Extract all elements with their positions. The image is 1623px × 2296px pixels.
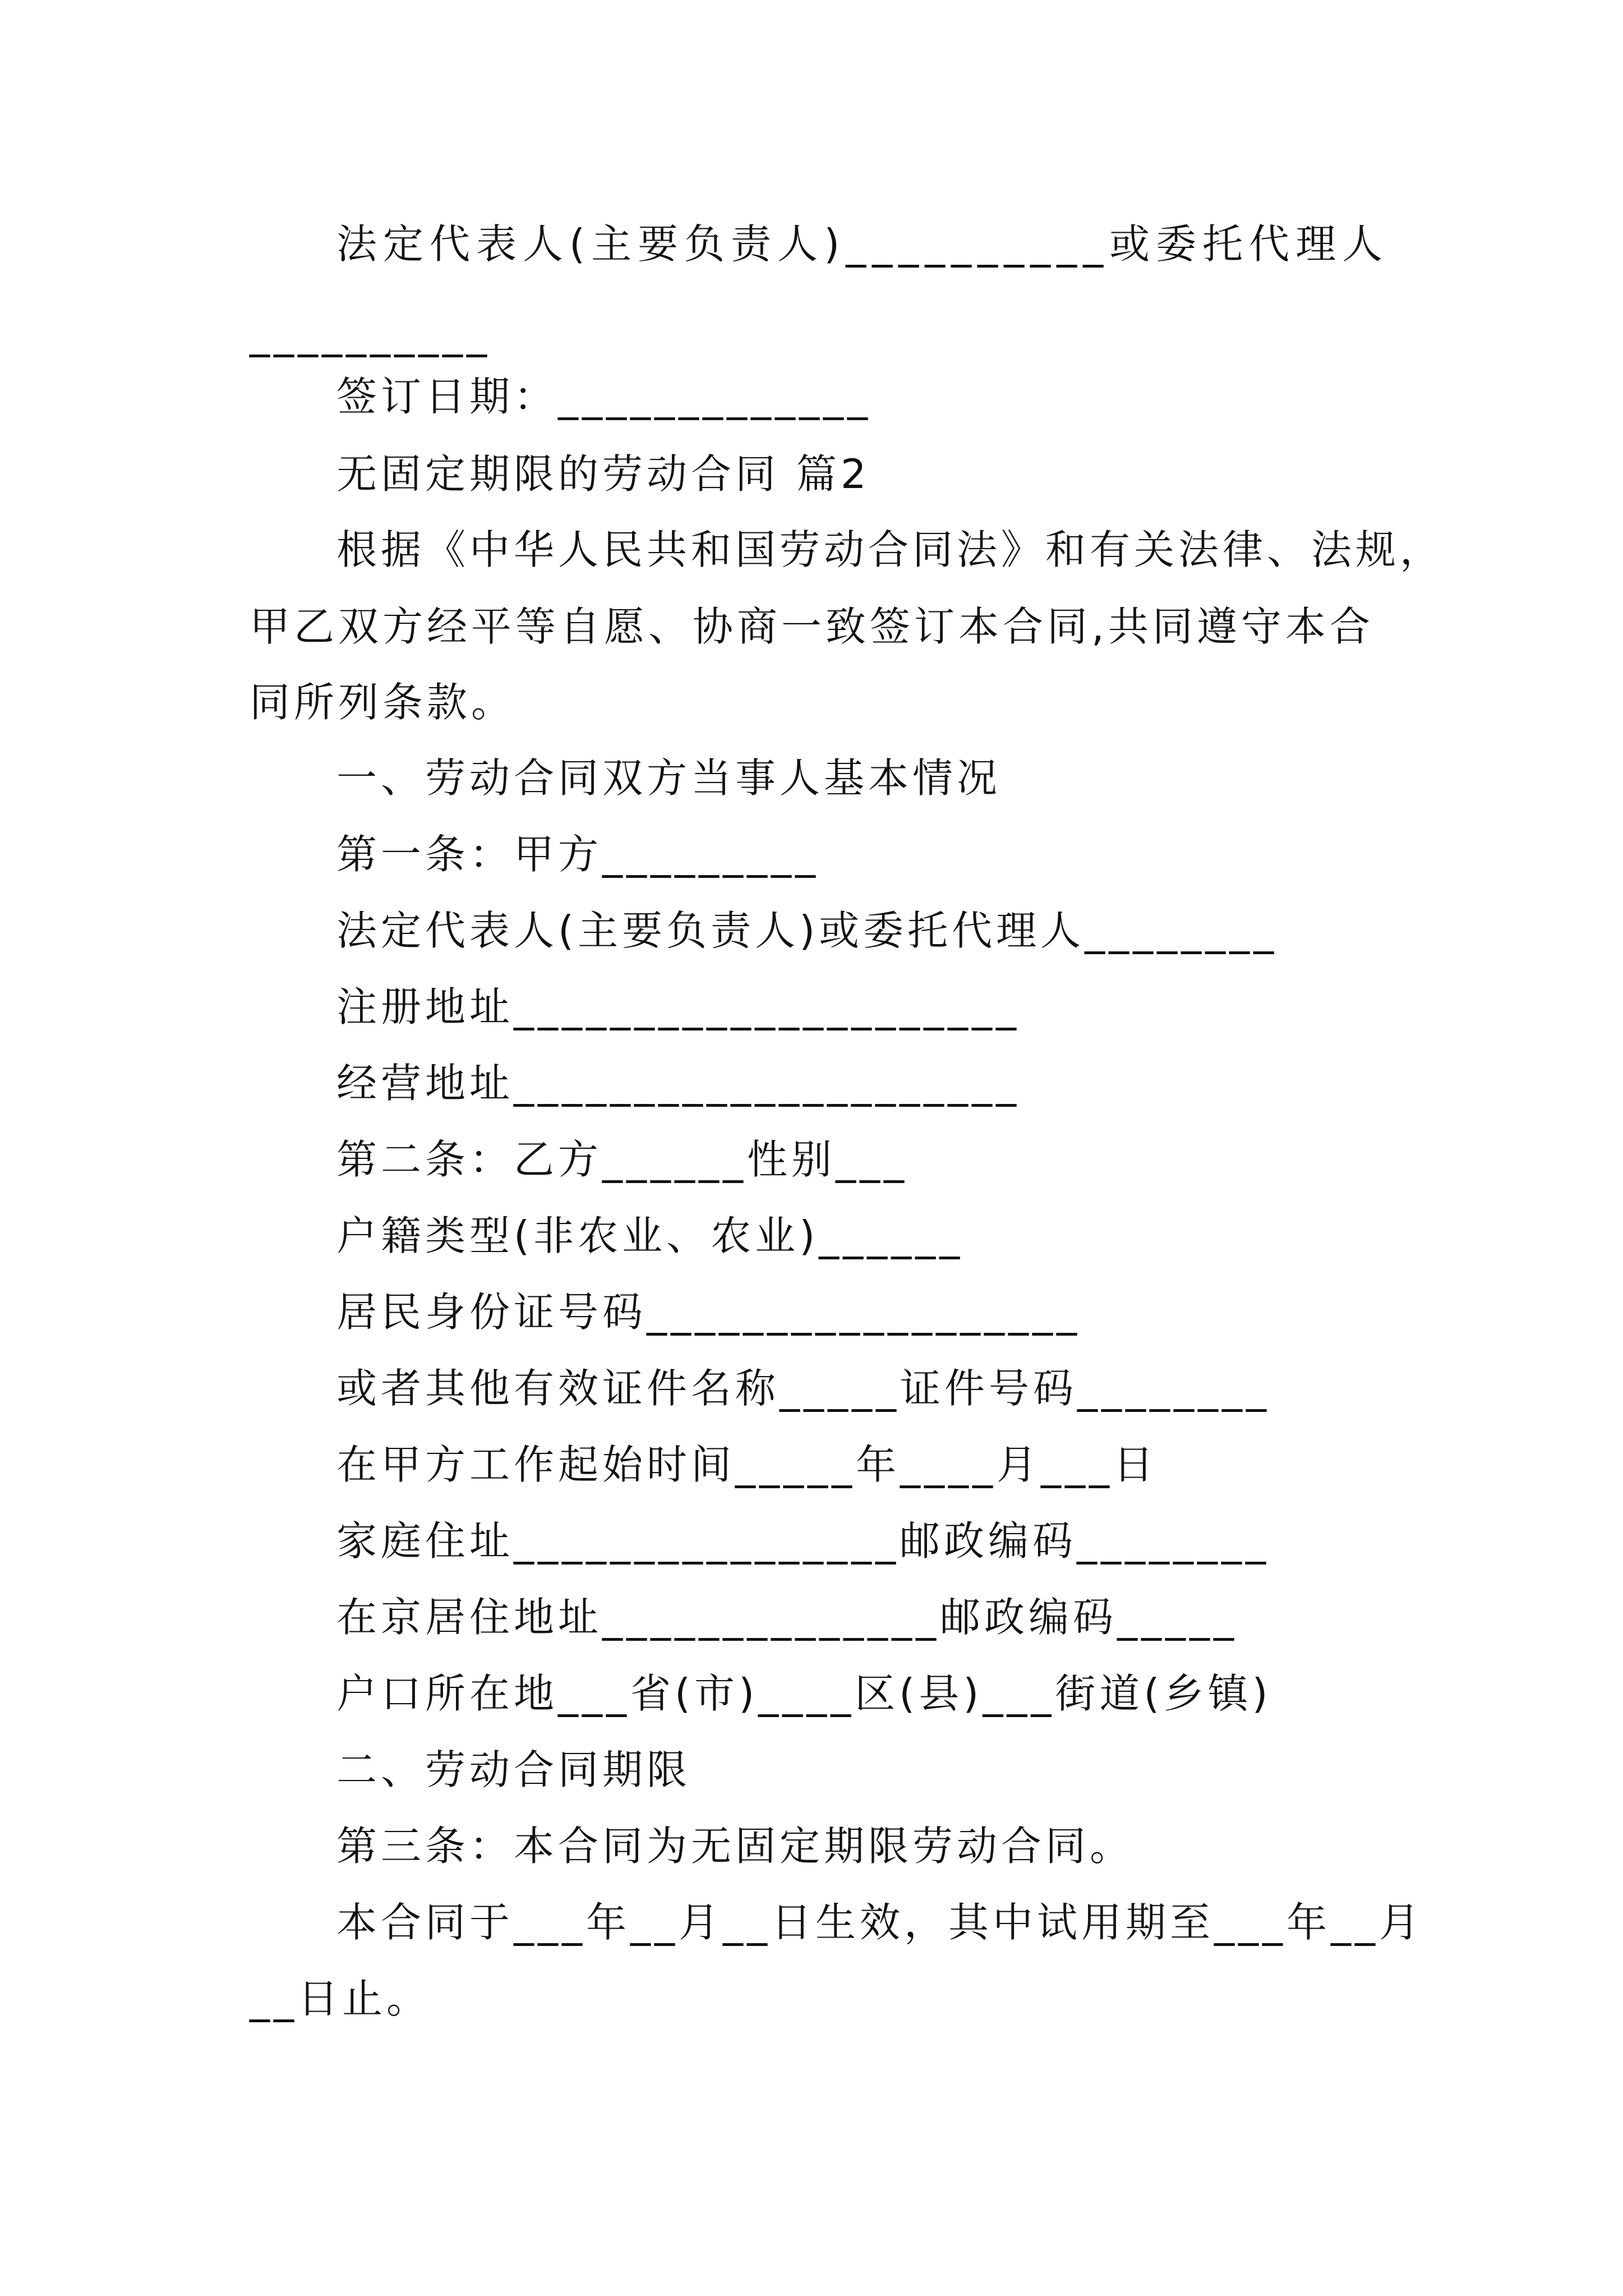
text-line-business-address: 经营地址_____________________ bbox=[336, 1060, 1021, 1107]
text-line-agent-blank: __________ bbox=[250, 310, 491, 357]
text-line-article-2-party-b: 第二条：乙方______性别___ bbox=[336, 1136, 909, 1183]
text-line-party-a-representative: 法定代表人(主要负责人)或委托代理人________ bbox=[336, 907, 1278, 954]
text-line-home-address: 家庭住址________________邮政编码________ bbox=[336, 1517, 1270, 1565]
text-line-signing-date: 签订日期：_____________ bbox=[336, 373, 872, 420]
text-line-id-number: 居民身份证号码__________________ bbox=[336, 1289, 1081, 1336]
text-line-probation-end: __日止。 bbox=[250, 1975, 431, 2022]
text-line-preamble-1: 根据《中华人民共和国劳动合同法》和有关法律、法规， bbox=[336, 526, 1445, 573]
text-line-article-1-party-a: 第一条：甲方_________ bbox=[336, 831, 820, 878]
text-line-representative-or-agent: 法定代表人(主要负责人)__________或委托代理人 bbox=[336, 220, 1389, 268]
text-line-article-3: 第三条：本合同为无固定期限劳动合同。 bbox=[336, 1823, 1135, 1870]
text-line-hukou-location: 户口所在地___省(市)____区(县)___街道(乡镇) bbox=[336, 1670, 1272, 1717]
section-title-contract-2: 无固定期限的劳动合同 篇2 bbox=[336, 450, 870, 498]
text-line-preamble-3: 同所列条款。 bbox=[250, 679, 516, 726]
heading-contract-term: 二、劳动合同期限 bbox=[336, 1746, 691, 1793]
text-line-household-type: 户籍类型(非农业、农业)______ bbox=[336, 1212, 964, 1259]
text-line-registered-address: 注册地址_____________________ bbox=[336, 983, 1021, 1030]
text-line-effective-date: 本合同于___年__月__日生效，其中试用期至___年__月 bbox=[336, 1899, 1424, 1946]
text-line-beijing-address: 在京居住地址______________邮政编码_____ bbox=[336, 1594, 1238, 1641]
text-line-preamble-2: 甲乙双方经平等自愿、协商一致签订本合同,共同遵守本合 bbox=[250, 603, 1374, 650]
text-line-start-date: 在甲方工作起始时间_____年____月___日 bbox=[336, 1441, 1158, 1488]
heading-parties-info: 一、劳动合同双方当事人基本情况 bbox=[336, 754, 1002, 802]
text-line-other-certificate: 或者其他有效证件名称_____证件号码________ bbox=[336, 1365, 1271, 1412]
